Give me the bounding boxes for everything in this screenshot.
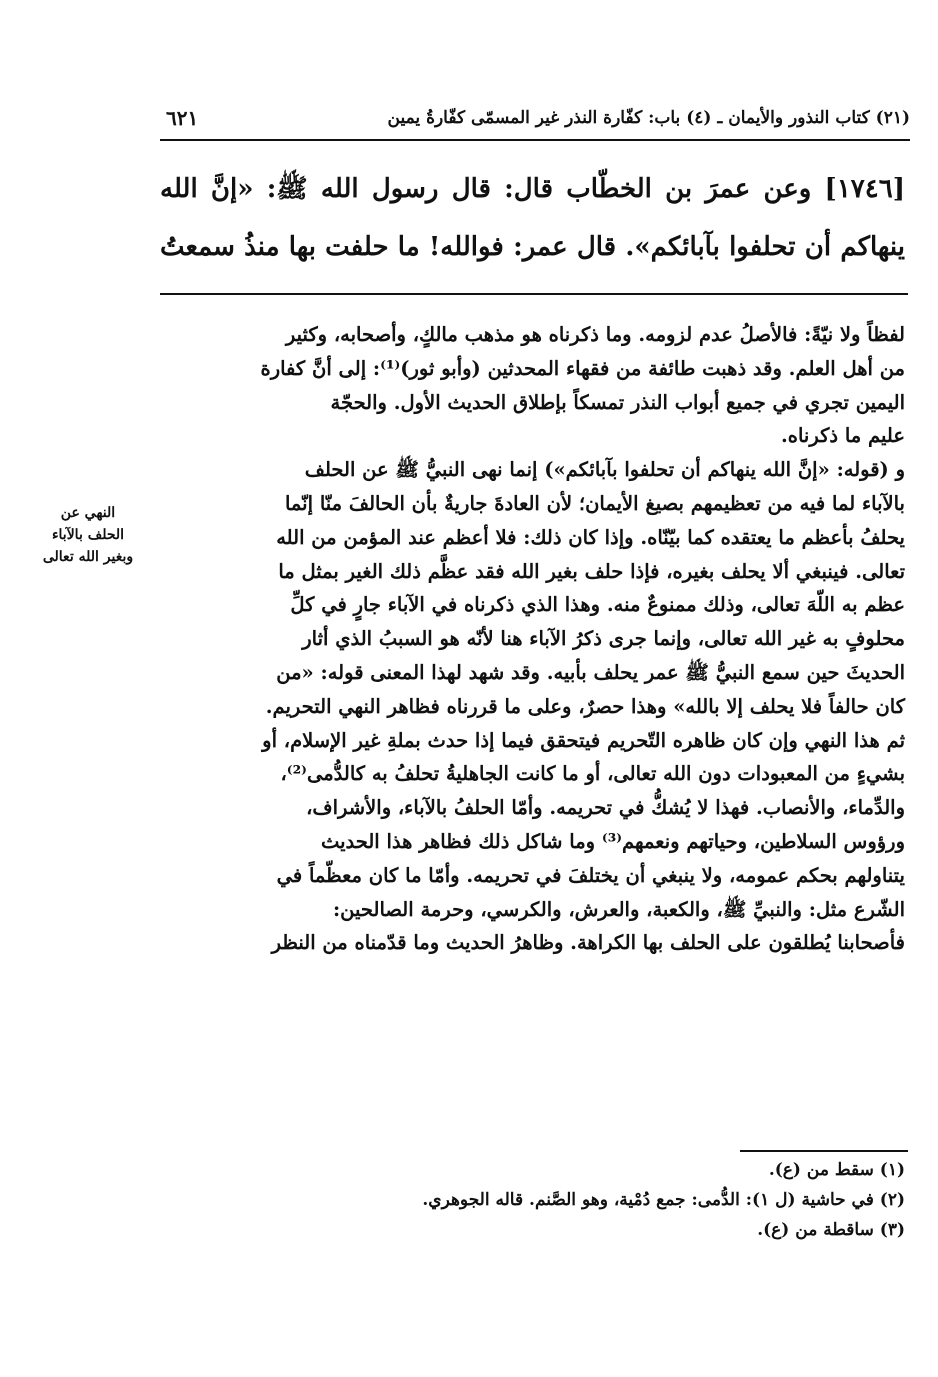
commentary-line: محلوفٍ به غير الله تعالى، وإنما جرى ذكرُ الآباء هنا لأنّه هو السببُ الذي أثار	[302, 627, 905, 651]
commentary-line: يتناولهم بحكم عمومه، ولا ينبغي أن يختلفَ في تحريمه. وأمّا ما كان معظّماً في	[276, 863, 905, 887]
header-divider	[160, 139, 910, 141]
hadith-line: [١٧٤٦] وعن عمرَ بن الخطّاب قال: قال رسول الله ﷺ: «إنَّ الله	[160, 174, 905, 204]
margin-note-line: النهي عن	[60, 505, 116, 521]
page-number: ٦٢١	[166, 106, 199, 130]
commentary-line: لفظاً ولا نيّةً: فالأصلُ عدم لزومه. وما ذكرناه هو مذهب مالكٍ، وأصحابه، وكثير	[285, 323, 905, 346]
commentary-line: تعالى. فينبغي ألا يحلف بغيره، فإذا حلف بغير الله فقد عظَّم ذلك الغير بمثل ما	[278, 559, 905, 583]
commentary-line: الشّرع مثل: والنبيِّ ﷺ، والكعبة، والعرش، والكرسي، وحرمة الصالحين:	[332, 897, 905, 921]
commentary-line: ثم هذا النهي وإن كان ظاهره التّحريم فيتحقق فيما إذا حدث بملةِ غير الإسلام، أو	[262, 728, 905, 752]
hadith-text	[160, 160, 905, 276]
footnote: (٣) ساقطة من (ع).	[757, 1220, 905, 1240]
commentary-line: من أهل العلم. وقد ذهبت طائفة من فقهاء المحدثين (وأبو ثور)⁽¹⁾: إلى أنَّ كفارة	[260, 356, 905, 380]
footnote: (٢) في حاشية (ل ١): الدُّمى: جمع دُمْية، وهو الصَّنم. قاله الجوهري.	[422, 1190, 905, 1210]
footnote: (١) سقط من (ع).	[768, 1160, 905, 1180]
commentary-line: كان حالفاً فلا يحلف إلا بالله» وهذا حصرٌ، وعلى ما قررناه فظاهر النهي التحريم.	[265, 694, 905, 718]
header-title: (٢١) كتاب النذور والأيمان ـ (٤) باب: كفّارة النذر غير المسمّى كفّارةُ يمين	[387, 108, 910, 128]
commentary-line: فأصحابنا يُطلقون على الحلف بها الكراهة. وظاهرُ الحديث وما قدّمناه من النظر	[271, 931, 905, 955]
commentary-line: اليمين تجري في جميع أبواب النذر تمسكاً بإطلاق الحديث الأول. والحجّة	[330, 390, 905, 414]
commentary-line: الحديثَ حين سمع النبيُّ ﷺ عمر يحلف بأبيه. وقد شهد لهذا المعنى قوله: «من	[276, 660, 905, 684]
commentary-line: عليم ما ذكرناه.	[780, 424, 905, 448]
footnote-divider	[740, 1150, 908, 1152]
commentary-line: والدِّماء، والأنصاب. فهذا لا يُشكُّ في تحريمه. وأمّا الحلفُ بالآباء، والأشراف،	[306, 796, 905, 820]
commentary-line: عظم به اللّهَ تعالى، وذلك ممنوعٌ منه. وهذا الذي ذكرناه في الآباء جارٍ في كلِّ	[290, 593, 905, 617]
footnotes	[300, 1155, 905, 1245]
running-header	[160, 104, 910, 140]
hadith-line: ينهاكم أن تحلفوا بآبائكم». قال عمر: فوالله! ما حلفت بها منذُ سمعتُ	[160, 232, 905, 262]
commentary-text	[160, 318, 905, 960]
margin-note-line: الحلف بالآباء	[51, 527, 125, 543]
margin-note-line: وبغير الله تعالى	[42, 549, 134, 565]
hadith-divider	[160, 293, 908, 295]
commentary-line: بشيءٍ من المعبودات دون الله تعالى، أو ما كانت الجاهليةُ تحلفُ به كالدُّمى⁽²⁾،	[280, 762, 905, 786]
margin-note	[14, 502, 162, 568]
commentary-line: ورؤوس السلاطين، وحياتهم ونعمهم⁽³⁾ وما شاكل ذلك فظاهر هذا الحديث	[320, 829, 905, 853]
commentary-line: و (قوله: «إنَّ الله ينهاكم أن تحلفوا بآبائكم») إنما نهى النبيُّ ﷺ عن الحلف	[304, 458, 905, 482]
commentary-line: يحلفُ بأعظم ما يعتقده كما بيّنّاه. وإذا كان ذلك: فلا أعظم عند المؤمن من الله	[276, 525, 905, 549]
commentary-line: بالآباء لما فيه من تعظيمهم بصيغ الأيمان؛ لأن العادةَ جاريةٌ بأن الحالفَ منّا إنّما	[284, 491, 905, 515]
